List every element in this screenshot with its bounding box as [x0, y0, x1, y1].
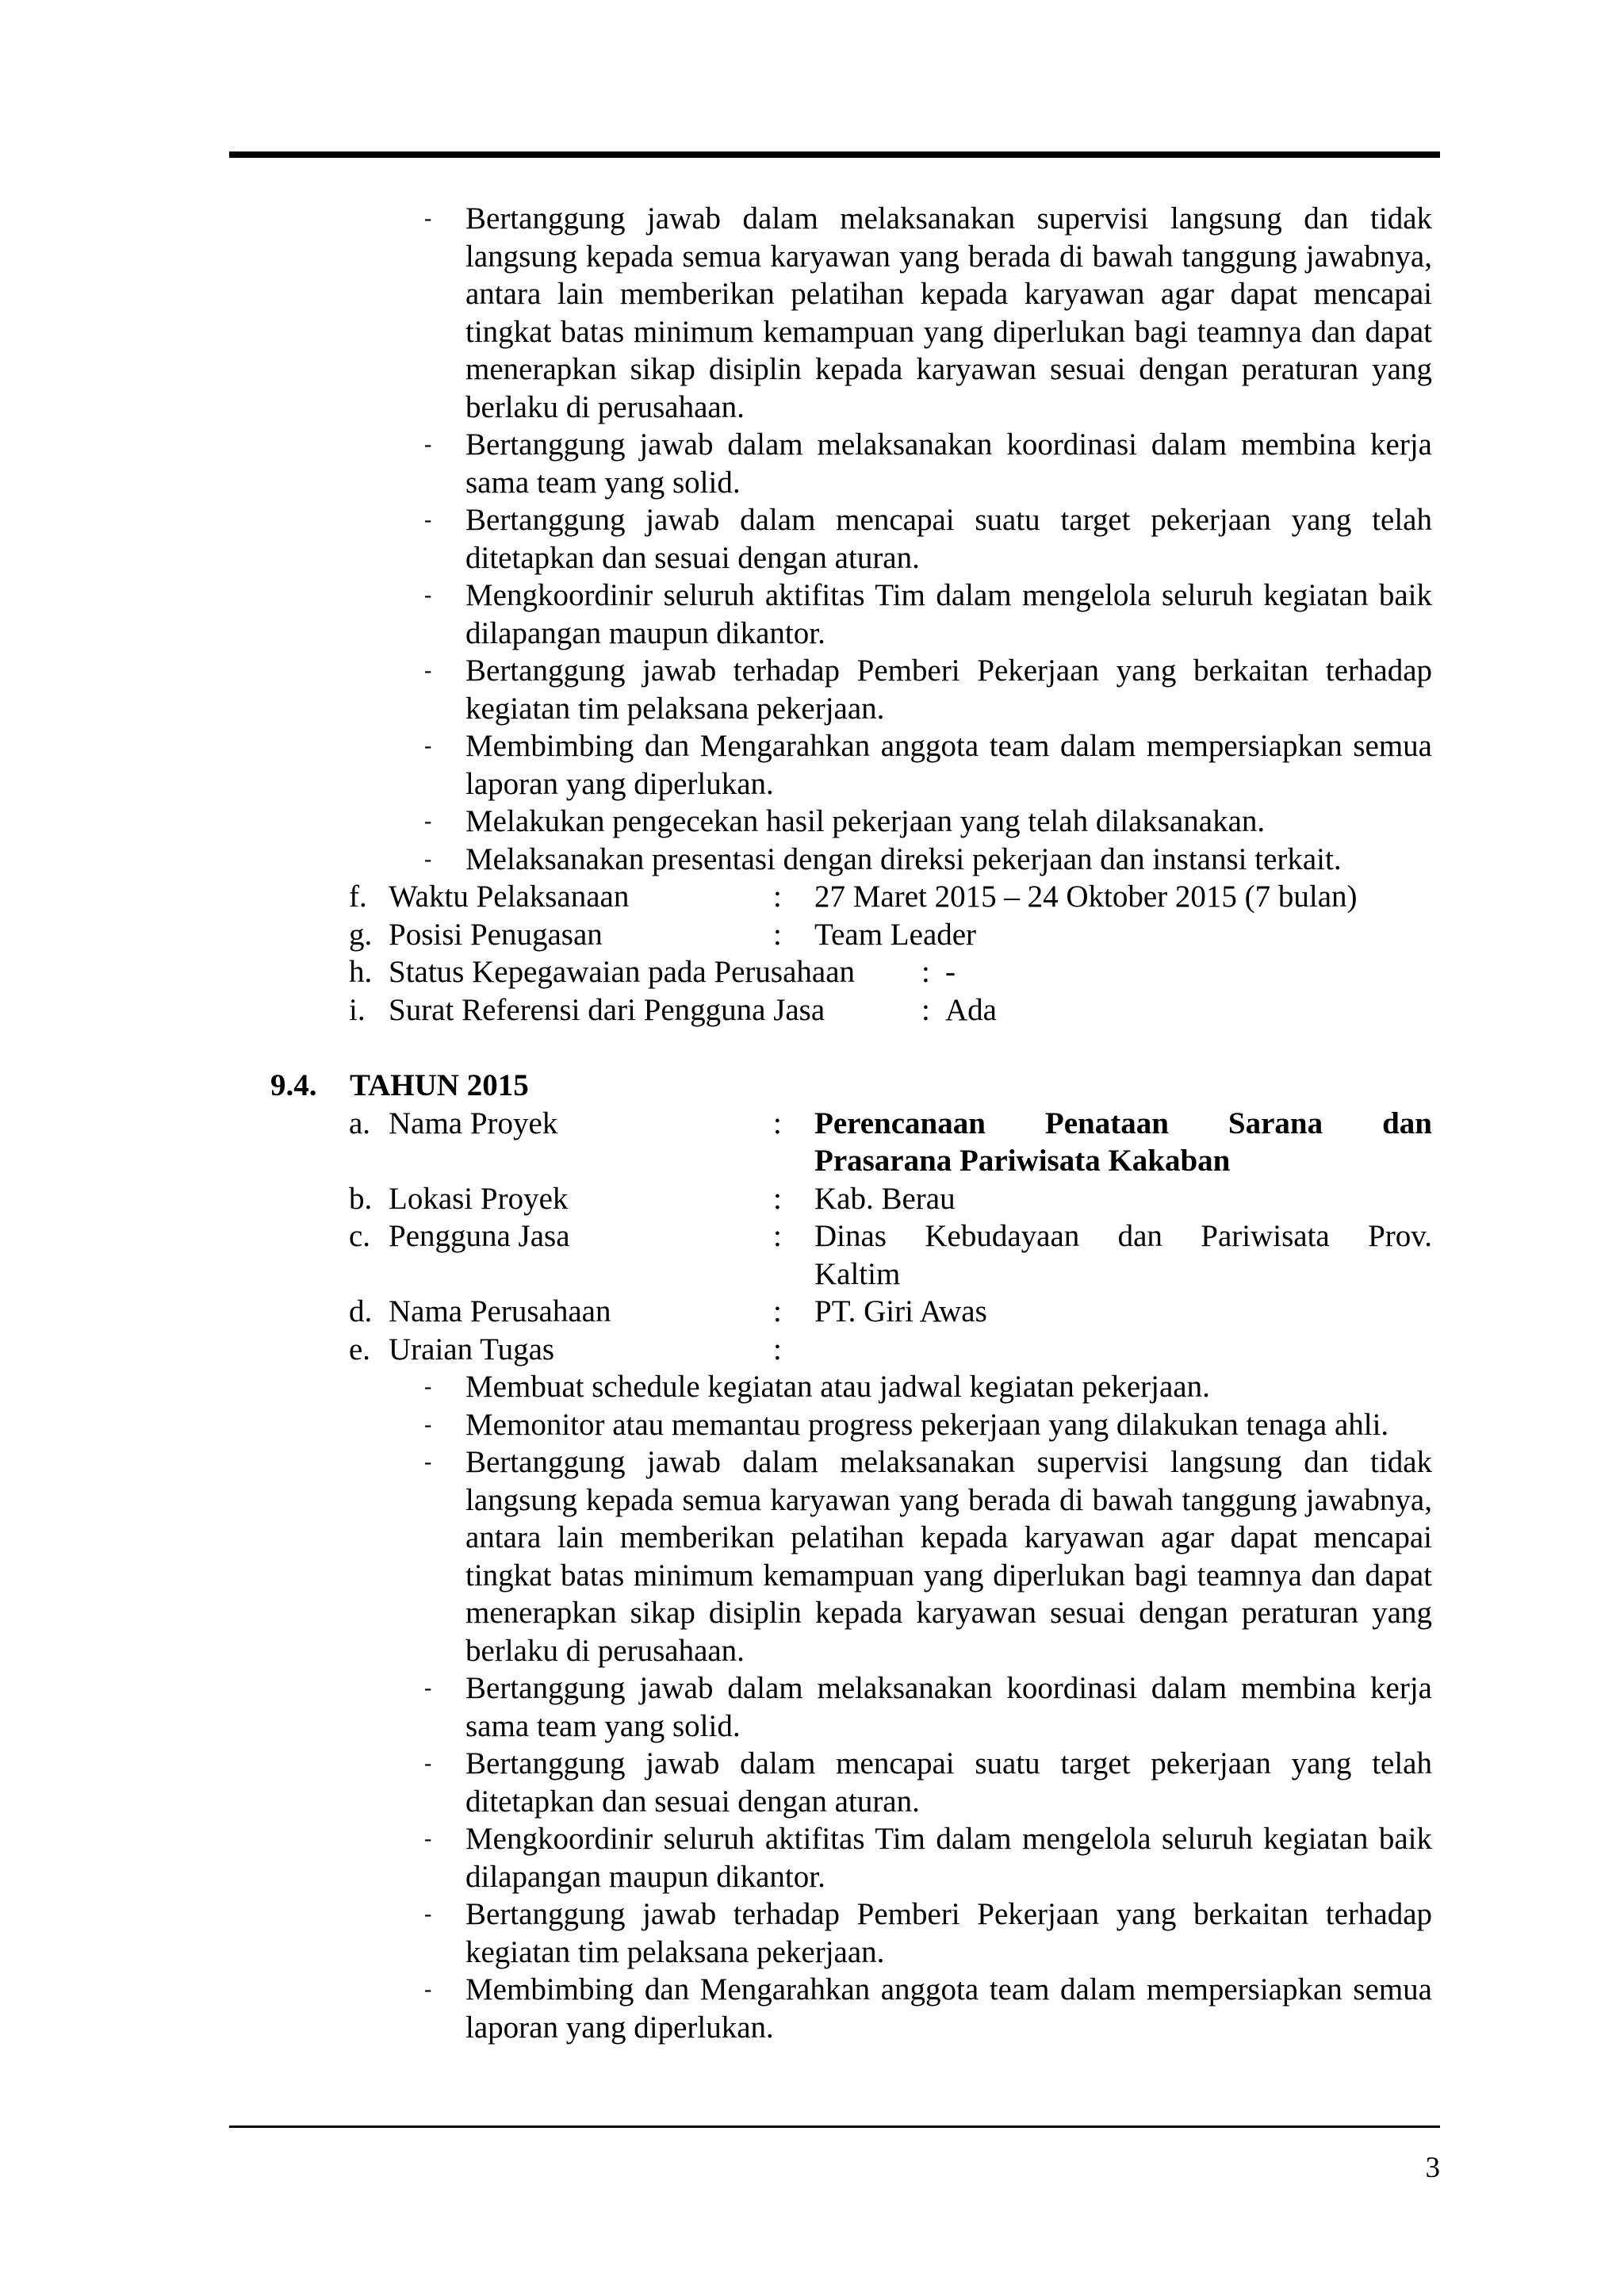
field-value-cont: Prasarana Pariwisata Kakaban — [814, 1144, 1231, 1178]
bullet-dash: - — [424, 508, 432, 532]
bullet-dash: - — [424, 1977, 432, 2002]
bullet-dash: - — [424, 809, 432, 834]
field-value-cont: Kaltim — [814, 1256, 901, 1291]
bullet-dash: - — [424, 1826, 432, 1851]
list-item: - Melaksanakan presentasi dengan direksi pekerjaan dan instansi terkait. — [465, 841, 1432, 879]
list-item: - Mengkoordinir seluruh aktifitas Tim dalam mengelola seluruh kegiatan baik dilapangan maupun dikantor. — [424, 1822, 1432, 1894]
field-label: Lokasi Proyek — [389, 1181, 569, 1216]
field-nama-perusahaan: d. Nama Perusahaan : PT. Giri Awas — [0, 1293, 1624, 1331]
field-lokasi-proyek: b. Lokasi Proyek : Kab. Berau — [0, 1180, 1624, 1218]
list-item: - Membuat schedule kegiatan atau jadwal kegiatan pekerjaan. — [465, 1368, 1432, 1406]
field-label: Surat Referensi dari Pengguna Jasa — [389, 992, 825, 1027]
field-nama-proyek: a. Nama Proyek : Perencanaan Penataan Sarana dan Prasarana Pariwisata Kakaban — [0, 1105, 1624, 1180]
field-value: Kab. Berau — [814, 1181, 956, 1216]
list-item: - Membimbing dan Mengarahkan anggota team dalam mempersiapkan semua laporan yang diperlukan. — [424, 729, 1432, 801]
field-uraian-tugas: e. Uraian Tugas : — [0, 1331, 1624, 1369]
field-label: Waktu Pelaksanaan — [389, 880, 630, 914]
field-posisi-penugasan: g. Posisi Penugasan : Team Leader — [0, 916, 1624, 954]
bullet-dash: - — [424, 206, 432, 231]
section-heading — [0, 1067, 1624, 1105]
bullet-dash: - — [424, 1450, 432, 1474]
field-value: PT. Giri Awas — [814, 1294, 987, 1328]
field-value: Team Leader — [814, 917, 977, 952]
field-waktu-pelaksanaan: f. Waktu Pelaksanaan : 27 Maret 2015 – 24 Oktober 2015 (7 bulan) — [0, 878, 1624, 916]
header-rule — [229, 151, 1440, 158]
field-label: Nama Perusahaan — [389, 1294, 611, 1328]
field-value: 27 Maret 2015 – 24 Oktober 2015 (7 bulan) — [814, 880, 1358, 914]
page-number: 3 — [1425, 2152, 1440, 2184]
list-item: - Bertanggung jawab dalam melaksanakan supervisi langsung dan tidak langsung kepada semua karyawan yang berada di bawah tanggung jawabnya, antara lain memberikan pelatihan kepada karyawan agar dapat mencapai tingkat batas minimum kemampuan yang diperlukan bagi teamnya dan dapat menerapkan sikap disiplin kepada karyawan sesuai dengan peraturan yang berlaku di perusahaan. — [424, 201, 1432, 424]
list-item: - Bertanggung jawab terhadap Pemberi Pekerjaan yang berkaitan terhadap kegiatan tim pelaksana pekerjaan. — [424, 654, 1432, 726]
duties-list — [0, 1368, 1624, 2046]
field-pengguna-jasa: c. Pengguna Jasa : Dinas Kebudayaan dan Pariwisata Prov. Kaltim — [0, 1217, 1624, 1293]
bullet-dash: - — [424, 734, 432, 758]
section-number: 9.4. — [270, 1068, 317, 1102]
prev-duties-list — [0, 200, 1624, 878]
section-title: TAHUN 2015 — [350, 1068, 529, 1102]
bullet-dash: - — [424, 432, 432, 457]
bullet-dash: - — [424, 658, 432, 683]
field-label: Pengguna Jasa — [389, 1219, 570, 1253]
bullet-dash: - — [424, 583, 432, 608]
footer-rule — [229, 2125, 1440, 2128]
field-label: Uraian Tugas — [389, 1332, 555, 1366]
list-item: - Bertanggung jawab dalam mencapai suatu target pekerjaan yang telah ditetapkan dan sesuai dengan aturan. — [424, 503, 1432, 575]
bullet-dash: - — [424, 1412, 432, 1437]
list-item: - Bertanggung jawab dalam melaksanakan koordinasi dalam membina kerja sama team yang solid. — [424, 1671, 1432, 1743]
field-label: Posisi Penugasan — [389, 917, 603, 952]
bullet-dash: - — [424, 1374, 432, 1399]
bullet-dash: - — [424, 1751, 432, 1776]
list-item: - Bertanggung jawab dalam melaksanakan koordinasi dalam membina kerja sama team yang solid. — [424, 427, 1432, 500]
list-item: - Bertanggung jawab dalam mencapai suatu target pekerjaan yang telah ditetapkan dan sesuai dengan aturan. — [424, 1746, 1432, 1819]
field-value: Dinas Kebudayaan dan Pariwisata Prov. — [814, 1219, 1432, 1253]
list-item: - Bertanggung jawab terhadap Pemberi Pekerjaan yang berkaitan terhadap kegiatan tim pelaksana pekerjaan. — [424, 1897, 1432, 1969]
list-item: - Melakukan pengecekan hasil pekerjaan yang telah dilaksanakan. — [465, 803, 1432, 841]
field-status-kepegawaian: h. Status Kepegawaian pada Perusahaan : - — [0, 953, 1624, 991]
list-item: - Membimbing dan Mengarahkan anggota team dalam mempersiapkan semua laporan yang diperlukan. — [424, 1972, 1432, 2045]
list-item: - Memonitor atau memantau progress pekerjaan yang dilakukan tenaga ahli. — [465, 1406, 1432, 1444]
bullet-dash: - — [424, 846, 432, 872]
bullet-dash: - — [424, 1902, 432, 1926]
list-item: - Bertanggung jawab dalam melaksanakan supervisi langsung dan tidak langsung kepada semua karyawan yang berada di bawah tanggung jawabnya, antara lain memberikan pelatihan kepada karyawan agar dapat mencapai tingkat batas minimum kemampuan yang diperlukan bagi teamnya dan dapat menerapkan sikap disiplin kepada karyawan sesuai dengan peraturan yang berlaku di perusahaan. — [424, 1445, 1432, 1668]
page-body — [0, 200, 1624, 2046]
field-label: Status Kepegawaian pada Perusahaan — [389, 955, 856, 989]
field-surat-referensi: i. Surat Referensi dari Pengguna Jasa : Ada — [0, 991, 1624, 1029]
list-item: - Mengkoordinir seluruh aktifitas Tim dalam mengelola seluruh kegiatan baik dilapangan maupun dikantor. — [424, 578, 1432, 650]
field-value: Ada — [945, 992, 997, 1027]
field-label: Nama Proyek — [389, 1106, 558, 1140]
field-value: Perencanaan Penataan Sarana dan — [814, 1106, 1432, 1140]
field-value: - — [945, 955, 956, 989]
bullet-dash: - — [424, 1676, 432, 1700]
